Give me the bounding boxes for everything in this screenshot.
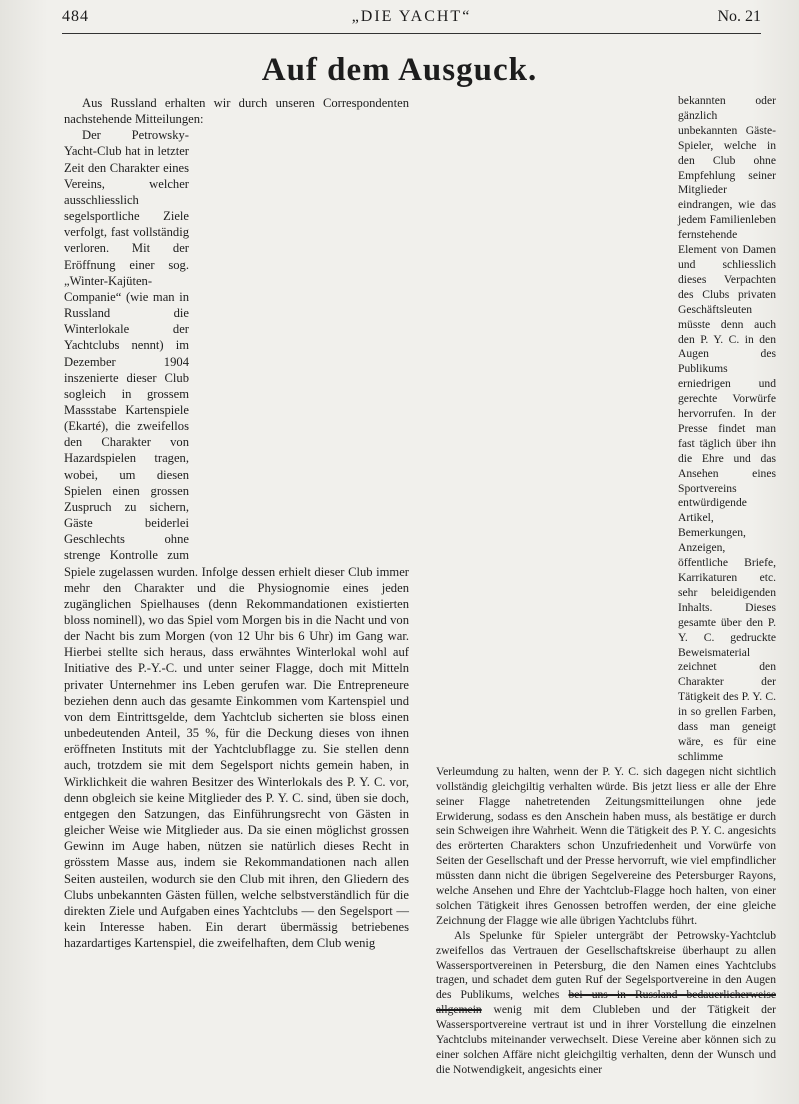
left-paragraph-body: Der Petrowsky-Yacht-Club hat in letzter Zeit den Charakter eines Vereins, welcher ausschliesslich segelsportliche Ziele verfolgt, fast vollständig verloren. Mit der Eröffnung einer sog. „Winter-Kajüten-Companie“ (wie man in Russland die Winterlokale der Yachtclubs nennt) im Dezember 1904 inszenierte dieser Club sogleich in grossem Massstabe Kartenspiele (Ekarté), die zweifellos den Charakter von Hazardspielen tragen, wobei, um diesen Spielen einen grossen Zuspruch zu sichern, Gäste beiderlei Geschlechts ohne strenge Kontrolle zum Spiele zugelassen wurden. Infolge dessen erhielt dieser Club immer mehr den Charakter und die Physiognomie eines jeden zugänglichen Spielhauses (denn Rekommandationen existierten bloss nominell), wo das Spiel vom Morgen bis in die Nacht und von der Nacht bis zum Morgen (von 12 Uhr bis 6 Uhr) im Gang war. Hierbei stellte sich heraus, dass erwähntes Winterlokal wohl auf Initiative des P.-Y.-C. und unter seiner Flagge, doch mit Mitteln privater Unternehmer ins Leben gerufen war. Die Entrepreneure beziehen denn auch das gesamte Einkommen vom Kartenspiel und von dem Eintrittsgelde, dem Yachtclub sicherten sie bloss einen unbedeutenden Anteil, 35 %, für die Deckung dieses von ihnen eröffneten Instituts mit der Yachtclubflagge zu. Sie stellen denn auch, trotzdem sie mit dem Segelsport nichts gemein haben, in Wirklichkeit die wahren Besitzer des Winterlokals des P. Y. C. vor, denn obgleich sie keine Mitglieder des P. Y. C. sind, üben sie doch, entgegen den Satzungen, das Einführungsrecht von Gästen in gleicher Weise wie Mitglieder aus. Da sie einen möglichst grossen Gewinn im Auge haben, nützen sie natürlich dieses Recht in grösstem Masse aus, indem sie Rekommandationen nach allen Seiten austeilen, wodurch sie den Club mit ihren, den Gliedern des Clubs unbekannten Gästen füllen, welche selbstverständlich für die direkten Ziele und Aufgaben eines Yachtclubs — den Segelsport — kein Interesse haben. Ein derart übermässig betriebenes hazardartiges Kartenspiel, die zweifelhaften, dem Club wenig bbox=[64, 128, 409, 951]
issue-number: No. 21 bbox=[717, 8, 761, 25]
right-illustration-space bbox=[436, 352, 678, 764]
left-paragraph-intro: Aus Russland erhalten wir durch unseren Correspondenten nachstehende Mitteilungen: bbox=[64, 96, 409, 127]
right-column bbox=[436, 94, 776, 1078]
left-illustration-space bbox=[189, 135, 409, 557]
article-title: Auf dem Ausguck. bbox=[261, 52, 538, 88]
right-paragraph-spelunke bbox=[436, 929, 776, 1078]
header-rule bbox=[62, 33, 761, 34]
struck-through-line: bei uns in Russland bedauerlicherweise allgemein bbox=[436, 988, 776, 1017]
left-column bbox=[64, 95, 409, 951]
right-paragraph-continuation bbox=[436, 94, 776, 929]
right-paragraph-text-a: Als Spelunke für Spieler untergräbt der Petrowsky-Yachtclub zweifellos das Vertrauen der Gesellschaftskreise überhaupt zu allen Wassersportvereinen in Petersburg, die den Namen eines Yachtclubs tragen, und schadet dem guten Ruf der Segelsportvereine in den Augen des Publikums, welches bbox=[436, 928, 776, 1002]
right-paragraph-text: bekannten oder gänzlich unbekannten Gäste-Spieler, welche in den Club ohne Empfehlung seiner Mitglieder eindrangen, wie das jedem Familienleben fernstehende Element von Damen und schliesslich dieses Verpachten des Clubs privaten Geschäftsleuten müsste denn auch den P. Y. C. in den Augen des Publikums erniedrigen und gerechte Vorwürfe hervorrufen. In der Presse findet man fast täglich über ihn die Ehre und das Ansehen eines Sportvereins entwürdigende Artikel, Bemerkungen, Anzeigen, öffentliche Briefe, Karrikaturen etc. sehr beleidigenden Inhalts. Dieses gesamte über den P. Y. C. gedruckte Beweismaterial zeichnet den Charakter der Tätigkeit des P. Y. C. in so grellen Farben, dass man geneigt wäre, es für eine schlimme Verleumdung zu halten, wenn der P. Y. C. sich dagegen nicht sichtlich vollständig gleichgiltig verhalten würde. Bis jetzt liess er alle der Ehre seiner Flagge nahetretenden Zeitungsmitteilungen ohne jede Erwiderung, sodass es den Anschein haben muss, als bestätige er durch sein Schweigen ihre Wahrheit. Wenn die Tätigkeit des P. Y. C. angesichts des erörterten Charakters schon Unzufriedenheit und Vorwürfe von Seiten der Gesellschaft und der Presse hervorruft, wie viel empfindlicher müssten dann nicht die übrigen Segelvereine des Petersburger Rayons, welche Ansehen und Ehre der Yachtclub-Flagge hoch halten, von einer solchen Tätigkeit ihres Genossen betroffen werden, der eine gleiche Zeichnung der Flagge wie alle übrigen Yachtclubs führt. bbox=[436, 94, 776, 927]
page-header bbox=[62, 6, 761, 30]
right-paragraph-text-b: wenig mit dem Clubleben und der Tätigkeit der Wassersportvereine vertraut ist und in ihrer Vorstellung die einzelnen Yachtclubs miteinander verwechselt. Diese Vereine aber können sich zu einer solchen Affäre nicht gleichgiltig verhalten, denn der Wunsch und die Notwendigkeit, angesichts einer bbox=[436, 1003, 776, 1076]
journal-name: „DIE YACHT“ bbox=[351, 8, 472, 25]
page-number: 484 bbox=[62, 8, 89, 25]
